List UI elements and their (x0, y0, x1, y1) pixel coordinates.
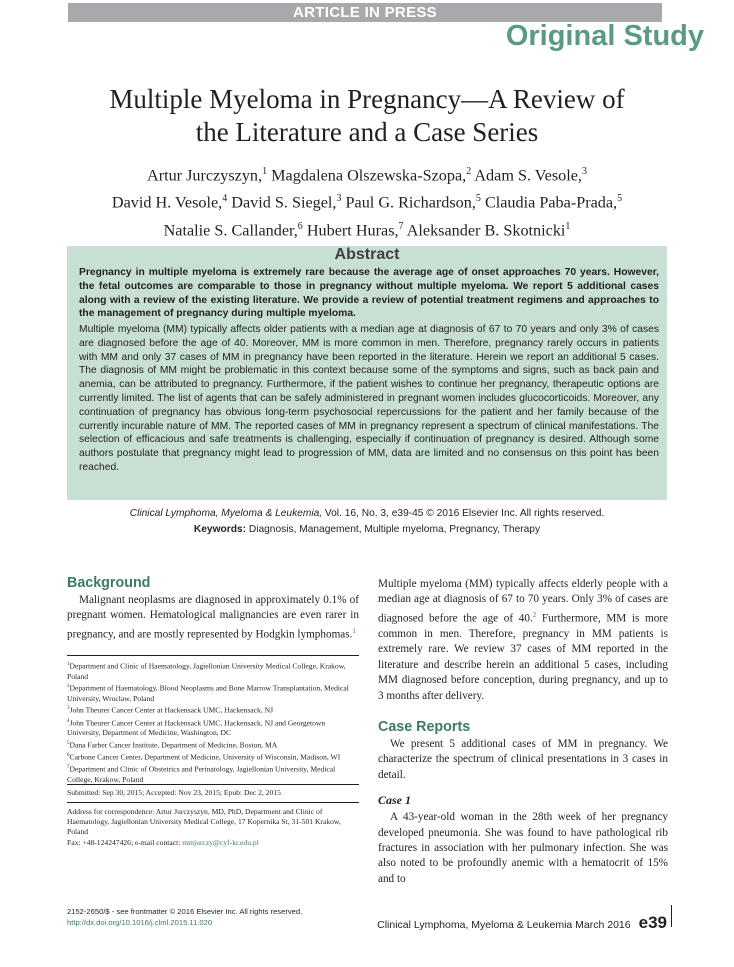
affiliation-item: $^6$Carbone Cancer Center, Department of Medicine, University of Wisconsin, Madison, WI (67, 752, 341, 762)
affiliation-item: $^7$Department and Clinic of Obstetrics and Perinatology, Jagiellonian University, Medical College, Krakow, Poland (67, 764, 336, 784)
abstract-box (67, 246, 667, 500)
journal-name: Clinical Lymphoma, Myeloma & Leukemia, (129, 508, 323, 519)
author-affil-ref: 5 (475, 193, 481, 205)
affiliation-item: $^1$Department and Clinic of Haematology, Jagiellonian University Medical College, Krakow, Poland (67, 661, 346, 681)
author-name: Artur Jurczyszyn, (147, 166, 263, 185)
background-text: Malignant neoplasms are diagnosed in approximately 0.1% of pregnant women. Hematological malignancies are even rarer in pregnancy, and are mostly represented by Hodgkin lymphomas. (67, 594, 359, 641)
author-affil-ref: 3 (581, 166, 587, 177)
author-affil-ref: 4 (222, 193, 228, 205)
doi-link[interactable]: http://dx.doi.org/10.1016/j.clml.2015.11.020 (67, 918, 213, 927)
page-number: e39 (638, 913, 667, 932)
author-name: Hubert Huras, (302, 221, 399, 240)
page-footer-left (67, 906, 302, 928)
background-heading: Background (67, 575, 151, 591)
author-name: Paul G. Richardson, (341, 193, 476, 212)
submission-dates: Submitted: Sep 30, 2015; Accepted: Nov 23, 2015; Epub: Dec 2, 2015 (67, 788, 281, 797)
title-line-1: Multiple Myeloma in Pregnancy—A Review of (109, 84, 625, 114)
author-affil-ref: 6 (297, 220, 303, 232)
author-name: Aleksander B. Skotnicki (403, 221, 566, 240)
author-name: Claudia Paba-Prada, (480, 193, 618, 212)
article-title (40, 83, 694, 149)
keywords-label: Keywords: (193, 524, 246, 535)
article-in-press-label: ARTICLE IN PRESS (293, 4, 437, 21)
study-type-label: Original Study (505, 20, 704, 52)
author-line-1 (30, 160, 704, 187)
affiliation-item: $^3$John Theurer Cancer Center at Hackensack UMC, Hackensack, NJ (67, 705, 274, 715)
footer-journal-date: Clinical Lymphoma, Myeloma & Leukemia March 2016 (377, 919, 631, 931)
keywords (0, 524, 734, 535)
author-affil-ref: 2 (466, 166, 472, 177)
correspondence-address: Address for correspondence: Artur Jurczyszyn, MD, PhD, Department and Clinic of Haematology, Jagiellonian University Medical College, 17 Kopernika St, 31-501 Krakow, Poland (67, 807, 341, 837)
correspondence (67, 807, 359, 848)
author-affil-ref: 7 (398, 220, 404, 232)
page-footer-right (377, 913, 667, 933)
author-name: David S. Siegel, (227, 193, 337, 212)
keywords-list: Diagnosis, Management, Multiple myeloma, Pregnancy, Therapy (246, 524, 541, 535)
author-affil-ref: 1 (565, 220, 571, 232)
affiliation-item: $^5$Dana Farber Cancer Institute, Department of Medicine, Boston, MA (67, 740, 278, 750)
abstract-heading: Abstract (334, 246, 400, 263)
issn-line: 2152-2650/$ - see frontmatter © 2016 Elsevier Inc. All rights reserved. (67, 907, 303, 916)
case-reports-heading: Case Reports (378, 719, 471, 735)
author-affil-ref: 3 (336, 193, 342, 205)
case-reports-paragraph: We present 5 additional cases of MM in pregnancy. We characterize the spectrum of clinical presentations in 3 cases in detail. (378, 738, 668, 781)
abstract-body: Multiple myeloma (MM) typically affects older patients with a median age at diagnosis of 67 to 70 years and only 3% of cases are diagnosed before the age of 40. Moreover, MM is more common in men. Therefore, pregnancy rarely occurs in patients with MM and only 37 cases of MM in pregnancy have been reported in the literature. Herein we report an additional 5 cases. The diagnosis of MM might be problematic in this context because some of the symptoms and signs, such as back pain and anemia, can be attributed to pregnancy. Furthermore, if the patient wishes to continue her pregnancy, therapeutic options are currently limited. The list of agents that can be safely administered in pregnant women includes glucocorticoids. Moreover, any continuation of pregnancy has obvious long-term psychosocial repercussions for the patient and her family because of the currently incurable nature of MM. The reported cases of MM in pregnancy represent a spectrum of clinical manifestations. The selection of efficacious and safe treatments is challenging, especially if continuation of pregnancy is desired. Although some authors postulate that pregnancy might lead to progression of MM, data are limited and no consensus on this point has been reached. (79, 324, 659, 473)
affiliation-item: $^4$John Theurer Cancer Center at Hackensack UMC, Hackensack, NJ and Georgetown University, Department of Medicine, Washington, DC (67, 718, 326, 738)
author-name: Adam S. Vesole, (471, 166, 582, 185)
background-paragraph (67, 593, 359, 643)
author-affil-ref: 5 (617, 193, 623, 205)
case-1-heading: Case 1 (378, 793, 411, 808)
dates-divider (67, 784, 359, 785)
author-list (30, 160, 704, 242)
intro-paragraph: Multiple myeloma (MM) typically affects elderly people with a median age at diagnosis of 67 to 70 years. Only 3% of cases are diagnosed before the age of 40.$^2$ Furthermore, MM is more common in men. Therefore, pregnancy in MM patients is extremely rare. We review 37 cases of MM reported in the literature and describe herein an additional 5 cases, including MM diagnosed before conception, during pregnancy, and up to 3 months after delivery. (378, 578, 668, 702)
title-line-2: the Literature and a Case Series (195, 117, 539, 147)
correspondence-contact: Fax: +48-124247426; e-mail contact: mmjurczy@cyf-kr.edu.pl (67, 837, 259, 847)
correspondence-divider (67, 802, 359, 803)
background-section (67, 575, 359, 643)
reference-link[interactable]: 2 (532, 610, 537, 619)
footer-divider (671, 905, 672, 927)
author-name: Magdalena Olszewska-Szopa, (267, 166, 467, 185)
author-line-3 (30, 215, 704, 242)
author-name: Natalie S. Callander, (163, 221, 298, 240)
intro-section (378, 577, 668, 704)
reference-link[interactable]: 1 (352, 626, 356, 635)
email-link[interactable]: mmjurczy@cyf-kr.edu.pl (182, 837, 259, 847)
affiliations (67, 660, 359, 785)
journal-citation (0, 508, 734, 519)
affiliation-item: $^2$Department of Haematology, Blood Neoplasms and Bone Marrow Transplantation, Medical University, Wroclaw, Poland (67, 683, 349, 703)
author-name: David H. Vesole, (111, 193, 223, 212)
author-affil-ref: 1 (262, 166, 268, 177)
abstract-summary: Pregnancy in multiple myeloma is extremely rare because the average age of onset approaches 70 years. However, the fetal outcomes are comparable to those in pregnancy without multiple myeloma. We report 5 additional cases along with a review of the existing literature. We provide a review of potential treatment regimens and approaches to the management of pregnancy during multiple myeloma. (79, 267, 659, 320)
author-line-2 (30, 187, 704, 214)
citation-details: Vol. 16, No. 3, e39-45 © 2016 Elsevier Inc. All rights reserved. (322, 508, 605, 519)
footnote-divider (67, 655, 359, 656)
case-reports-section (378, 719, 668, 887)
case-1-paragraph: A 43-year-old woman in the 28th week of her pregnancy developed pneumonia. She was found to have pathological rib fractures in association with her pulmonary infection. She was also noted to be profoundly anemic with a hematocrit of 15% and to (378, 811, 668, 885)
